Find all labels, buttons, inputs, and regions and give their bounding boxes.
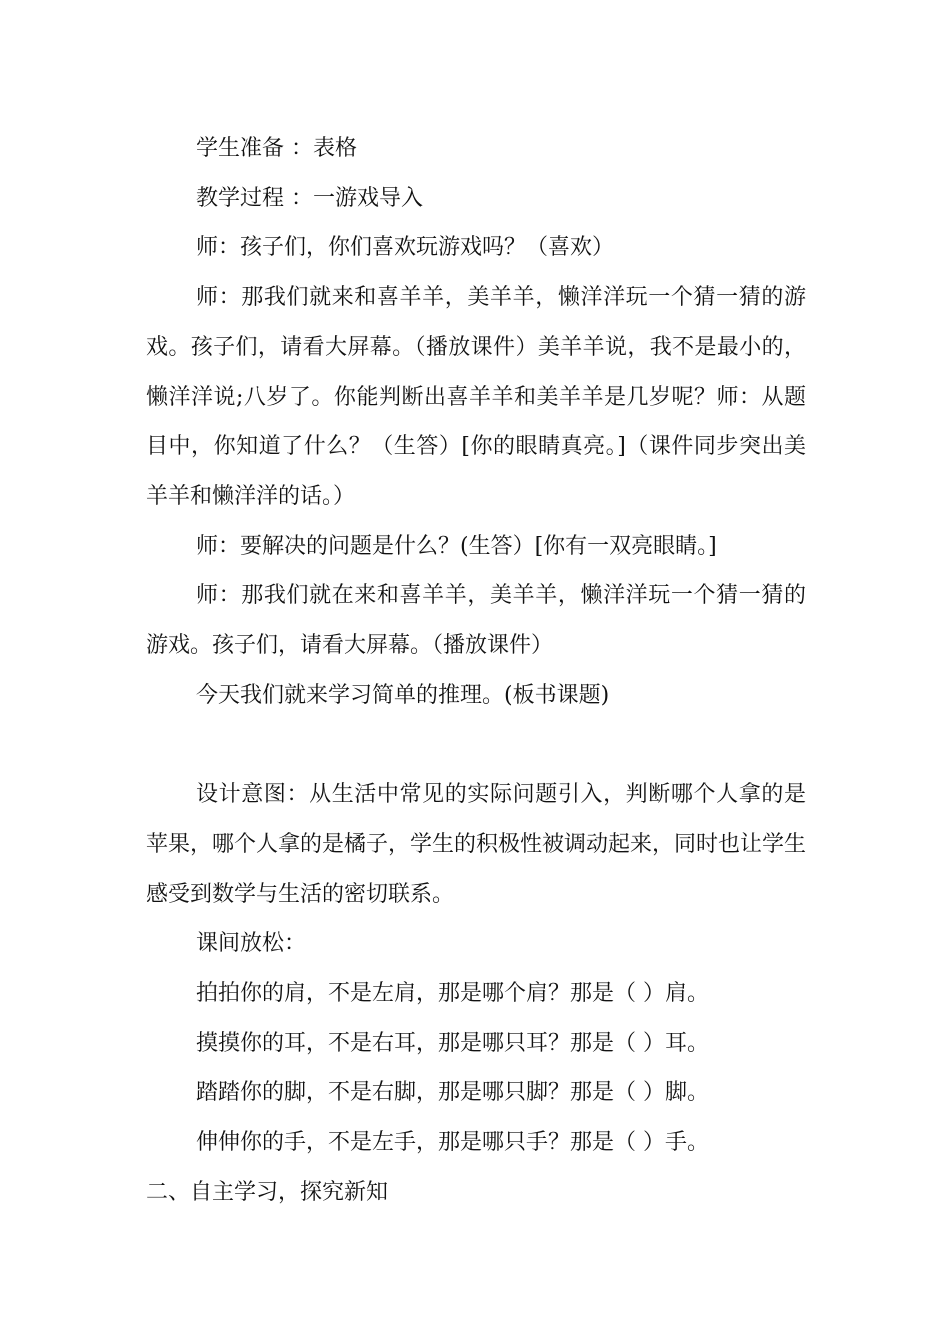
paragraph-foot: 踏踏你的脚，不是右脚，那是哪只脚？那是（ ）脚。 xyxy=(196,1080,709,1106)
paragraph-lesson-topic: 今天我们就来学习简单的推理。(板书课题) xyxy=(196,682,610,708)
paragraph-student-prep: 学生准备 ：表格 xyxy=(196,136,357,161)
paragraph-game-repeat: 师：那我们就在来和喜羊羊，美羊羊，懒洋洋玩一个猜一猜的游戏。孩子们，请看大屏幕。（播放课件） xyxy=(146,583,806,659)
paragraph-teacher-question: 师：孩子们，你们喜欢玩游戏吗？（喜欢） xyxy=(196,235,615,261)
paragraph-hand: 伸伸你的手，不是左手，那是哪只手？那是（ ）手。 xyxy=(196,1130,709,1156)
paragraph-ear: 摸摸你的耳，不是右耳，那是哪只耳？那是（ ）耳。 xyxy=(196,1030,709,1056)
blank-line xyxy=(146,720,806,770)
paragraph-design-intent: 设计意图：从生活中常见的实际问题引入，判断哪个人拿的是苹果，哪个人拿的是橘子，学生的积极性被调动起来，同时也让学生感受到数学与生活的密切联系。 xyxy=(146,782,807,907)
paragraph-shoulder: 拍拍你的肩，不是左肩，那是哪个肩？那是（ ）肩。 xyxy=(196,980,709,1006)
paragraph-break-title: 课间放松： xyxy=(196,931,307,957)
paragraph-game-intro: 师：那我们就来和喜羊羊，美羊羊，懒洋洋玩一个猜一猜的游戏。孩子们，请看大屏幕。（播放课件）美羊羊说，我不是最小的，懒洋洋说;八岁了。你能判断出喜羊羊和美羊羊是几岁呢？师：从题目中，你知道了什么？（生答）[你的眼睛真亮。]（课件同步突出美羊羊和懒洋洋的话。） xyxy=(146,285,806,509)
paragraph-problem-question: 师：要解决的问题是什么？(生答）[你有一双亮眼睛。] xyxy=(196,533,717,559)
document-page xyxy=(146,124,806,1217)
paragraph-teaching-process: 教学过程 ：一游戏导入 xyxy=(196,185,423,211)
section-heading-two: 二、自主学习，探究新知 xyxy=(146,1179,389,1205)
